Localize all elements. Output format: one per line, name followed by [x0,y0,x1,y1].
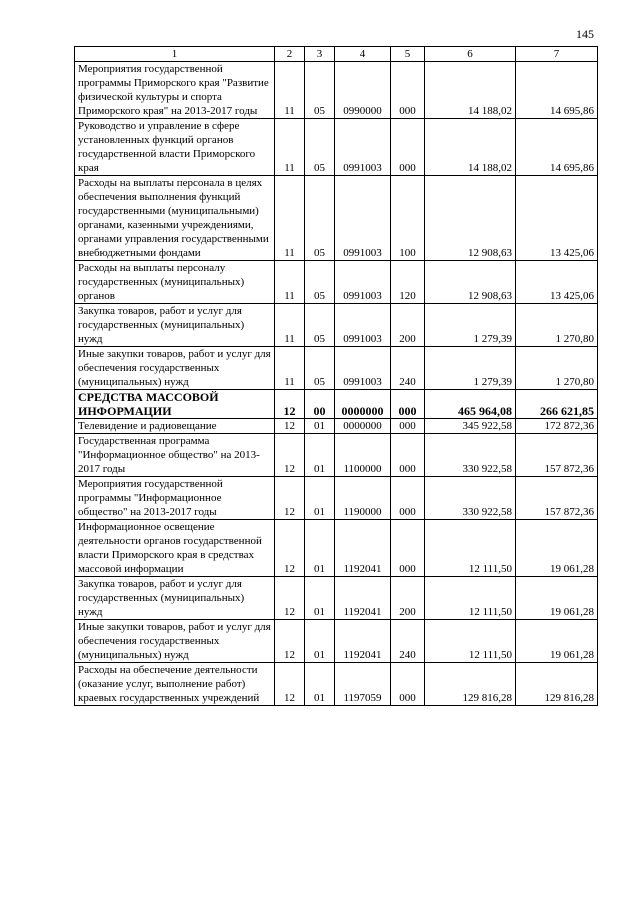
amount-year-1: 345 922,58 [425,419,516,434]
section-code: 11 [275,261,305,304]
row-name: Государственная программа "Информационное общество" на 2013-2017 годы [75,434,275,477]
expense-type-code: 000 [391,62,425,119]
target-article-code: 0991003 [335,119,391,176]
column-header: 4 [335,47,391,62]
row-name: Закупка товаров, работ и услуг для государственных (муниципальных) нужд [75,304,275,347]
table-row [75,176,598,261]
target-article-code: 1100000 [335,434,391,477]
subsection-code: 05 [305,304,335,347]
subsection-code: 00 [305,390,335,419]
row-name: Расходы на выплаты персонала в целях обеспечения выполнения функций государственными (муниципальными) органами, казенными учреждениями, органами управления государственными внебюджетными фондами [75,176,275,261]
table-row [75,304,598,347]
section-code: 11 [275,119,305,176]
amount-year-1: 330 922,58 [425,434,516,477]
amount-year-2: 14 695,86 [516,62,598,119]
amount-year-1: 14 188,02 [425,62,516,119]
table-row [75,663,598,706]
column-header: 6 [425,47,516,62]
amount-year-1: 129 816,28 [425,663,516,706]
table-row [75,620,598,663]
row-name: Расходы на выплаты персоналу государственных (муниципальных) органов [75,261,275,304]
subsection-code: 05 [305,347,335,390]
table-row [75,419,598,434]
table-header-row [75,47,598,62]
table-row [75,390,598,419]
amount-year-2: 19 061,28 [516,520,598,577]
row-name: Руководство и управление в сфере установленных функций органов государственной власти Приморского края [75,119,275,176]
table-row [75,347,598,390]
expense-type-code: 100 [391,176,425,261]
subsection-code: 01 [305,419,335,434]
subsection-code: 01 [305,477,335,520]
row-name: Информационное освещение деятельности органов государственной власти Приморского края в средствах массовой информации [75,520,275,577]
target-article-code: 0991003 [335,304,391,347]
amount-year-2: 13 425,06 [516,176,598,261]
table-row [75,477,598,520]
subsection-code: 01 [305,663,335,706]
table-row [75,261,598,304]
row-name: Расходы на обеспечение деятельности (оказание услуг, выполнение работ) краевых государственных учреждений [75,663,275,706]
section-code: 12 [275,520,305,577]
amount-year-2: 172 872,36 [516,419,598,434]
row-name: Иные закупки товаров, работ и услуг для обеспечения государственных (муниципальных) нужд [75,620,275,663]
subsection-code: 01 [305,434,335,477]
row-name: Мероприятия государственной программы "Информационное общество" на 2013-2017 годы [75,477,275,520]
amount-year-2: 19 061,28 [516,620,598,663]
column-header: 1 [75,47,275,62]
amount-year-1: 12 908,63 [425,261,516,304]
amount-year-2: 157 872,36 [516,434,598,477]
amount-year-2: 1 270,80 [516,347,598,390]
target-article-code: 0000000 [335,390,391,419]
target-article-code: 1192041 [335,620,391,663]
target-article-code: 0000000 [335,419,391,434]
section-code: 12 [275,390,305,419]
amount-year-1: 465 964,08 [425,390,516,419]
page-number: 145 [576,27,594,41]
section-code: 11 [275,62,305,119]
column-header: 3 [305,47,335,62]
row-name: Закупка товаров, работ и услуг для государственных (муниципальных) нужд [75,577,275,620]
table-row [75,119,598,176]
expense-type-code: 120 [391,261,425,304]
amount-year-2: 14 695,86 [516,119,598,176]
target-article-code: 1192041 [335,577,391,620]
section-code: 11 [275,304,305,347]
row-name: Телевидение и радиовещание [75,419,275,434]
table-row [75,520,598,577]
subsection-code: 05 [305,261,335,304]
expense-type-code: 000 [391,119,425,176]
expense-type-code: 200 [391,577,425,620]
amount-year-1: 1 279,39 [425,347,516,390]
expense-type-code: 000 [391,434,425,477]
subsection-code: 05 [305,176,335,261]
section-code: 12 [275,477,305,520]
expense-type-code: 000 [391,520,425,577]
target-article-code: 0991003 [335,176,391,261]
table-row [75,62,598,119]
target-article-code: 1197059 [335,663,391,706]
amount-year-1: 330 922,58 [425,477,516,520]
column-header: 2 [275,47,305,62]
amount-year-1: 14 188,02 [425,119,516,176]
target-article-code: 1192041 [335,520,391,577]
expense-type-code: 000 [391,419,425,434]
section-code: 12 [275,419,305,434]
amount-year-2: 157 872,36 [516,477,598,520]
section-code: 12 [275,434,305,477]
column-header: 7 [516,47,598,62]
section-code: 12 [275,577,305,620]
amount-year-2: 13 425,06 [516,261,598,304]
target-article-code: 1190000 [335,477,391,520]
target-article-code: 0990000 [335,62,391,119]
amount-year-2: 266 621,85 [516,390,598,419]
row-name: Иные закупки товаров, работ и услуг для обеспечения государственных (муниципальных) нужд [75,347,275,390]
subsection-code: 01 [305,577,335,620]
amount-year-1: 12 111,50 [425,620,516,663]
column-header: 5 [391,47,425,62]
expense-type-code: 200 [391,304,425,347]
subsection-code: 05 [305,119,335,176]
amount-year-2: 1 270,80 [516,304,598,347]
section-code: 11 [275,176,305,261]
expense-type-code: 240 [391,620,425,663]
amount-year-1: 12 111,50 [425,577,516,620]
expense-type-code: 000 [391,390,425,419]
amount-year-2: 129 816,28 [516,663,598,706]
subsection-code: 01 [305,520,335,577]
expense-type-code: 000 [391,663,425,706]
section-code: 12 [275,663,305,706]
subsection-code: 01 [305,620,335,663]
budget-table [74,46,598,706]
expense-type-code: 240 [391,347,425,390]
target-article-code: 0991003 [335,261,391,304]
table-row [75,434,598,477]
amount-year-1: 12 908,63 [425,176,516,261]
row-name: Мероприятия государственной программы Приморского края "Развитие физической культуры и спорта Приморского края" на 2013-2017 годы [75,62,275,119]
section-code: 11 [275,347,305,390]
row-name: СРЕДСТВА МАССОВОЙ ИНФОРМАЦИИ [75,390,275,419]
amount-year-1: 1 279,39 [425,304,516,347]
table-row [75,577,598,620]
target-article-code: 0991003 [335,347,391,390]
amount-year-2: 19 061,28 [516,577,598,620]
section-code: 12 [275,620,305,663]
expense-type-code: 000 [391,477,425,520]
amount-year-1: 12 111,50 [425,520,516,577]
subsection-code: 05 [305,62,335,119]
